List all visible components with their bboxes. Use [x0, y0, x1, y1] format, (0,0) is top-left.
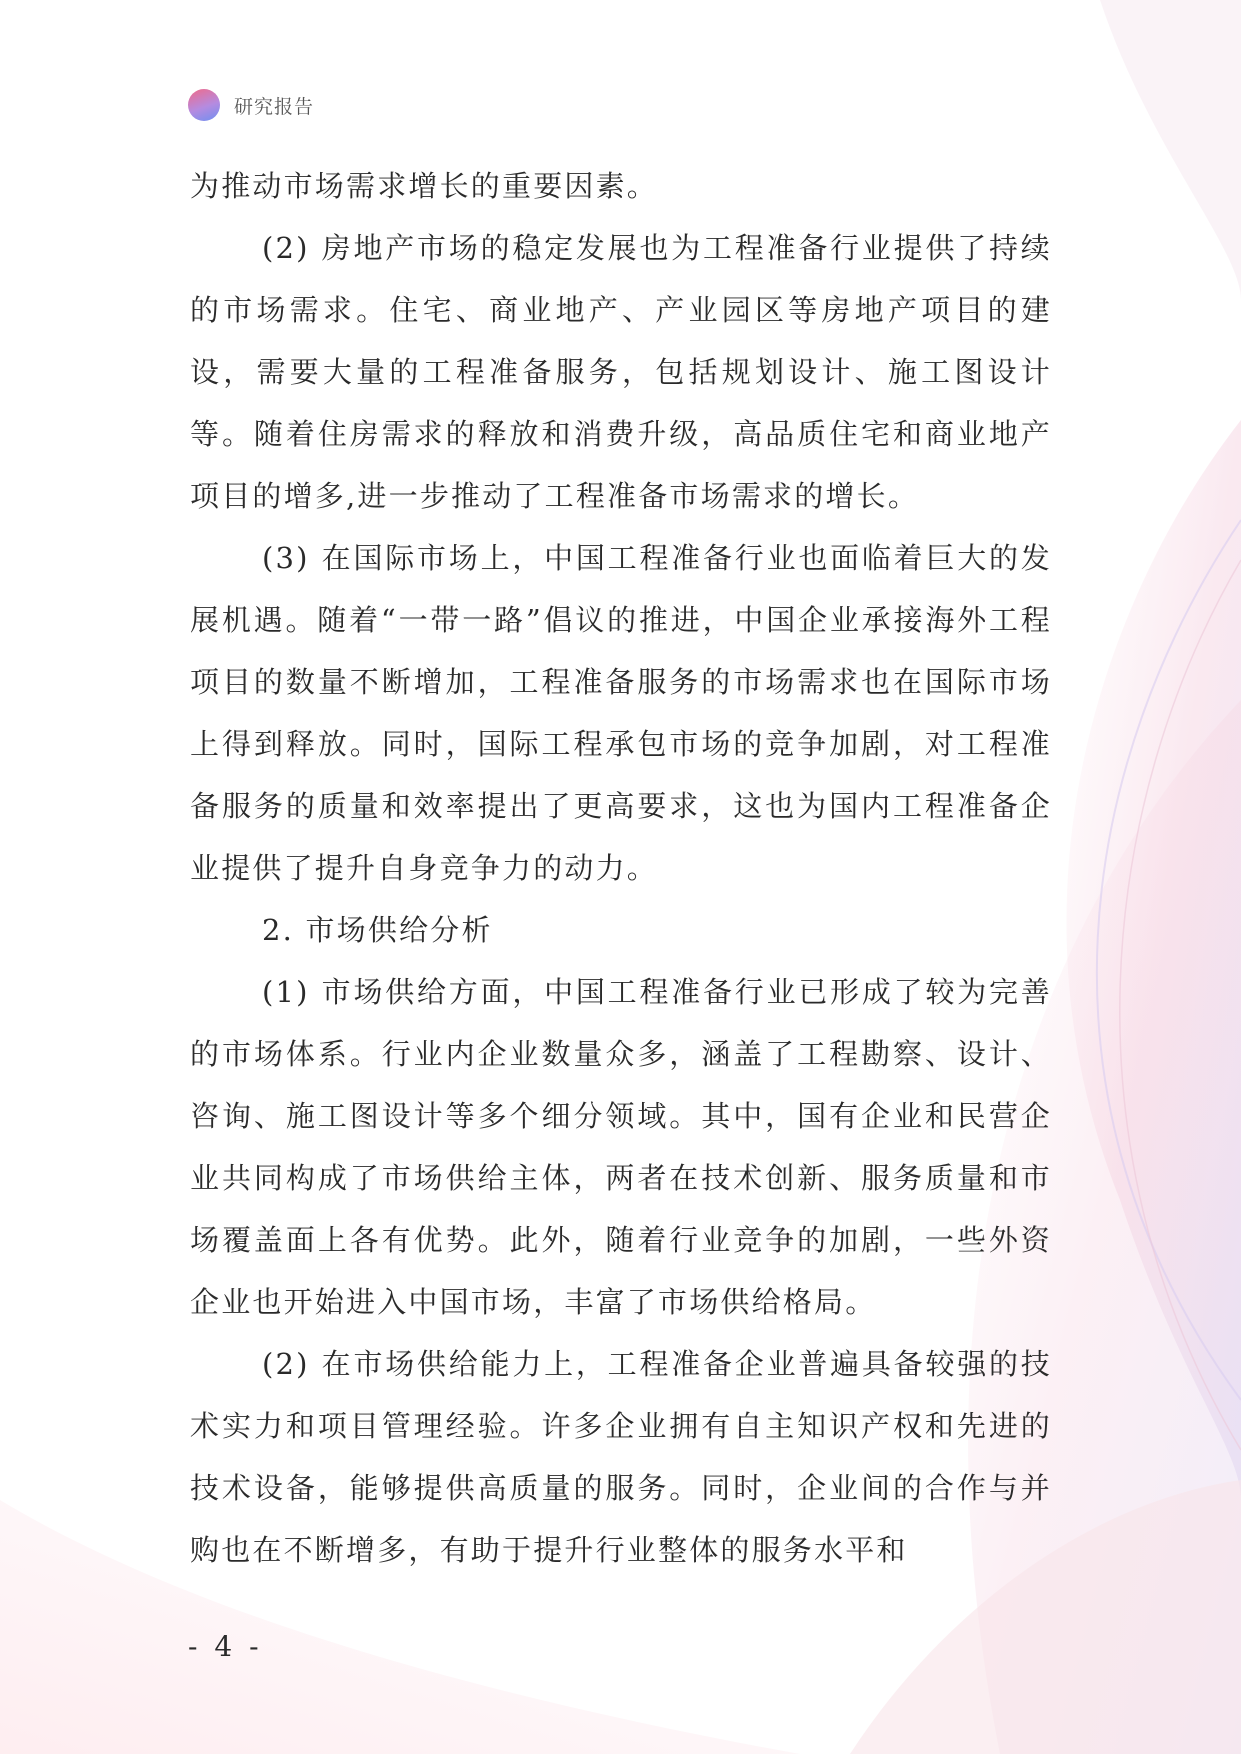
header-title: 研究报告 — [234, 95, 315, 118]
logo-circle-icon — [188, 89, 220, 121]
paragraph-demand-3: (3) 在国际市场上，中国工程准备行业也面临着巨大的发展机遇。随着“一带一路”倡议的推进，中国企业承接海外工程项目的数量不断增加，工程准备服务的市场需求也在国际市场上得到释放。同时，国际工程承包市场的竞争加剧，对工程准备服务的质量和效率提出了更高要求，这也为国内工程准备企业提供了提升自身竞争力的动力。 — [190, 541, 1052, 885]
paragraph-supply-2: (2) 在市场供给能力上，工程准备企业普遍具备较强的技术实力和项目管理经验。许多企业拥有自主知识产权和先进的技术设备，能够提供高质量的服务。同时，企业间的合作与并购也在不断增多，有助于提升行业整体的服务水平和 — [190, 1347, 1052, 1567]
report-header — [188, 88, 314, 122]
section-heading-supply: 2. 市场供给分析 — [262, 913, 493, 947]
paragraph-supply-1: (1) 市场供给方面，中国工程准备行业已形成了较为完善的市场体系。行业内企业数量众多，涵盖了工程勘察、设计、咨询、施工图设计等多个细分领域。其中，国有企业和民营企业共同构成了市场供给主体，两者在技术创新、服务质量和市场覆盖面上各有优势。此外，随着行业竞争的加剧，一些外资企业也开始进入中国市场，丰富了市场供给格局。 — [190, 975, 1052, 1319]
page-number: - 4 - — [188, 1630, 263, 1663]
paragraph-continuation: 为推动市场需求增长的重要因素。 — [190, 169, 659, 203]
paragraph-demand-2: (2) 房地产市场的稳定发展也为工程准备行业提供了持续的市场需求。住宅、商业地产、产业园区等房地产项目的建设，需要大量的工程准备服务，包括规划设计、施工图设计等。随着住房需求的释放和消费升级，高品质住宅和商业地产项目的增多,进一步推动了工程准备市场需求的增长。 — [190, 231, 1052, 513]
body-text — [190, 155, 1052, 1581]
